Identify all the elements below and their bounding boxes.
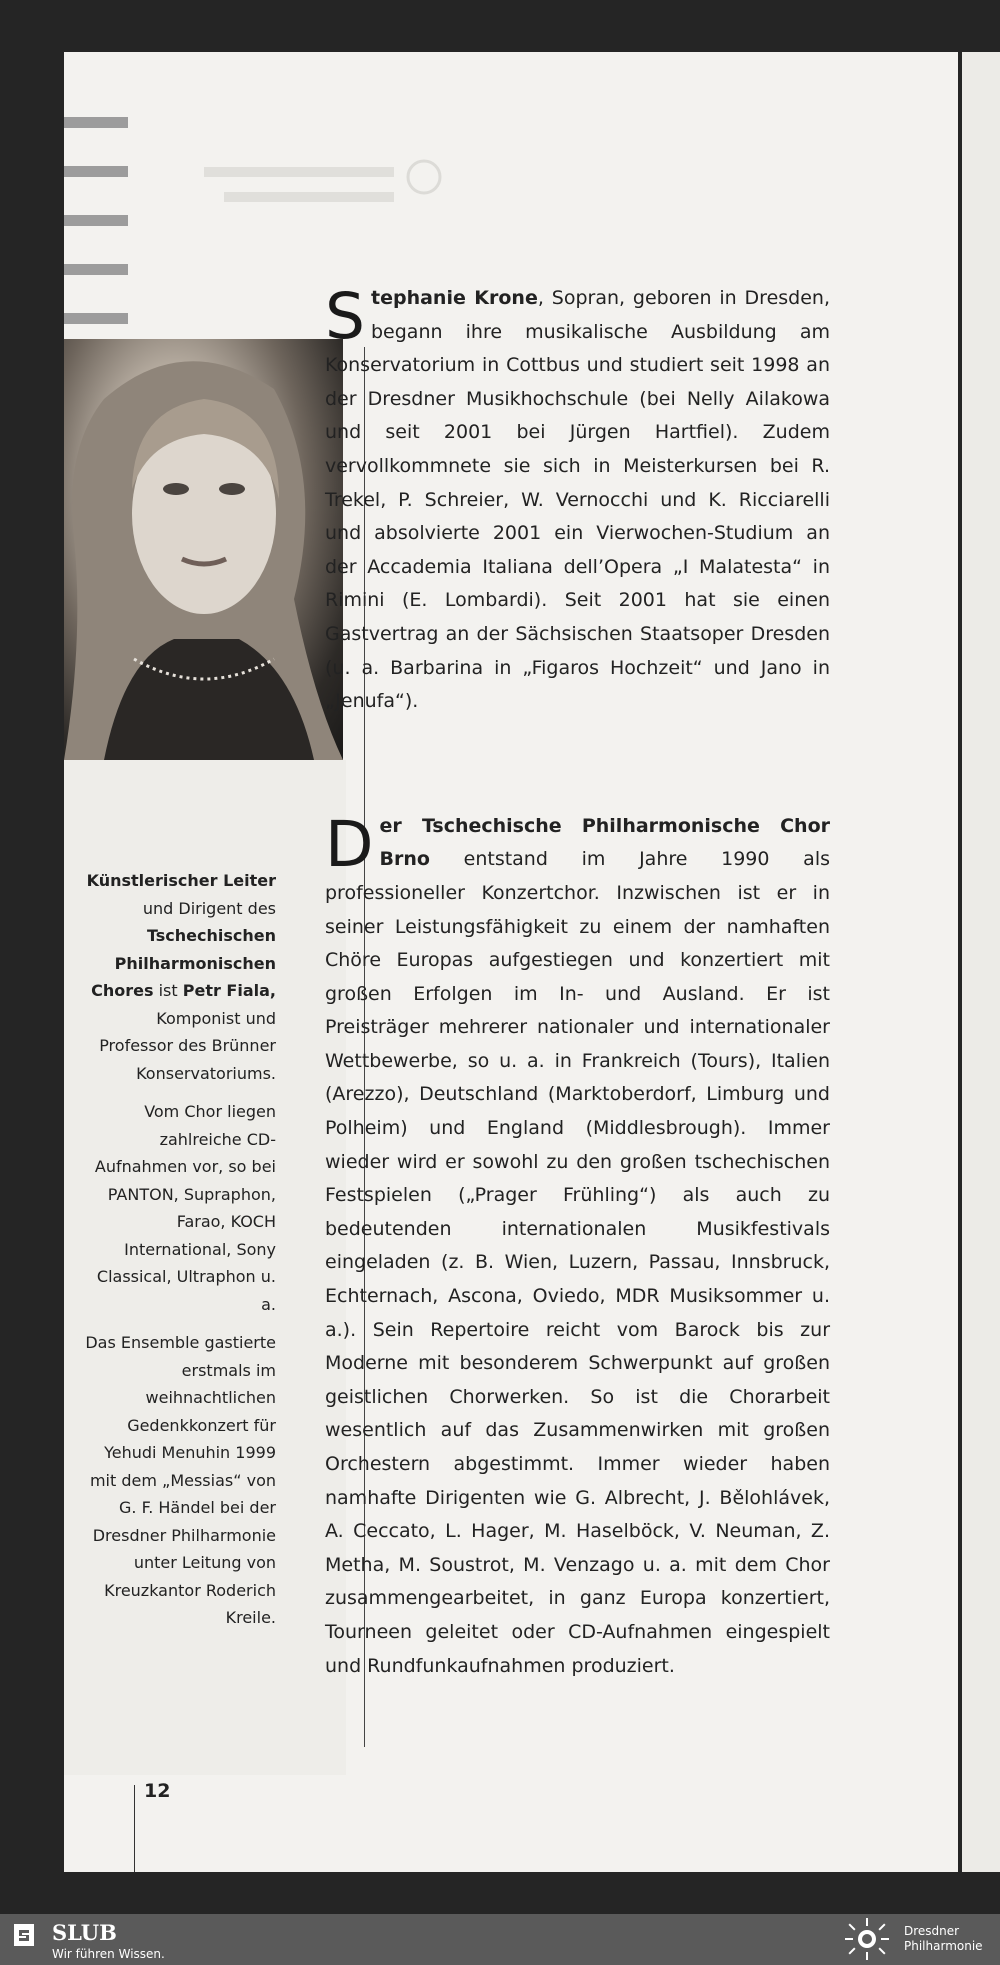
text: und Dirigent des [142,898,276,918]
lead-name: tephanie Krone [371,287,538,309]
dp-line1: Dresdner [904,1924,960,1938]
lead-name: er Tschechische Philharmonische Chor Brno [379,814,830,871]
text: ist [153,981,183,1000]
dropcap: S [325,280,365,353]
bold-text: Tschechischen Philharmonischen Chores [91,926,276,1000]
dropcap: D [325,807,374,881]
paragraph-text: , Sopran, geboren in Dresden, begann ihre musikalische Ausbildung am Konservatorium in Cottbus und studiert seit 1998 an der Dresdner Musikhochschule (bei Nelly Ailakowa und seit 2001 bei Jürgen Hartfiel). Zudem vervollkommnete sie sich in Meisterkursen bei R. Trekel, P. Schreier, W. Vernocchi und K. Ricciarelli und absolvierte 2001 ein Vierwochen-Studium an der Accademia Italiana dell’Opera „I Malatesta“ in Rimini (E. Lombardi). Seit 2001 hat sie einen Gastvertrag an der Sächsischen Staatsoper Dresden (u. a. Barbarina in „Figaros Hochzeit“ und Jano in „Jenufa“). [325,287,830,713]
bold-text: Petr Fiala, [182,981,276,1000]
page-number: 12 [144,1780,171,1802]
margin-stripe [64,117,128,128]
margin-stripe [64,313,128,324]
philharmonie-name [904,1924,983,1954]
sidebar-paragraph [80,867,276,1087]
margin-stripe [64,215,128,226]
choir-biography [325,807,830,1683]
slub-tagline: Wir führen Wissen. [52,1947,165,1961]
slub-logo-icon [14,1924,34,1946]
text: Komponist und Professor des Brünner Konservatoriums. [99,1008,276,1083]
paragraph-text: entstand im Jahre 1990 als professioneller Konzertchor. Inzwischen ist er in seiner Leistungsfähigkeit zu einem der namhaften Chöre Europas aufgestiegen und konzertiert mit großen Erfolgen im In- und Ausland. Er ist Preisträger mehrerer nationaler und internationaler Wettbewerbe, so u. a. in Frankreich (Tours), Italien (Arezzo), Deutschland (Marktoberdorf, Limburg und Polheim) und England (Middlesbrough). Immer wieder wird er sowohl zu den großen tschechischen Festspielen („Prager Frühling“) als auch zu bedeutenden internationalen Musikfestivals eingeladen (z. B. Wien, Luzern, Passau, Innsbruck, Echternach, Ascona, Oviedo, MDR Musiksommer u. a.). Sein Repertoire reicht vom Barock bis zur Moderne mit besonderem Schwerpunkt auf großen geistlichen Chorwerken. So ist die Chorarbeit wesentlich auf das Zusammenwirken mit großen Orchestern abgestimmt. Immer wieder haben namhafte Dirigenten wie G. Albrecht, J. Bělohlávek, A. Ceccato, L. Hager, M. Haselböck, V. Neuman, Z. Metha, M. Soustrot, M. Venzago u. a. mit dem Chor zusammengearbeitet, in ganz Europa konzertiert, Tourneen geleitet oder CD-Aufnahmen eingespielt und Rundfunkaufnahmen produziert. [325,848,830,1677]
main-column [325,282,830,1683]
show-through-logo [194,132,474,222]
sidebar-paragraph: Vom Chor liegen zahlreiche CD-Aufnahmen vor, so bei PANTON, Supraphon, Farao, KOCH International, Sony Classical, Ultraphon u. a. [94,1102,276,1314]
margin-stripe [64,166,128,177]
philharmonie-logo-icon [842,1917,892,1961]
page-number-rule [134,1785,135,1872]
bold-text: Künstlerischer Leiter [86,871,276,890]
footer-bar [0,1914,1000,1965]
dp-line2: Philharmonie [904,1939,983,1953]
margin-stripe [64,264,128,275]
slub-name: SLUB [52,1920,117,1945]
krone-biography [325,282,830,719]
portrait-photo [64,339,343,760]
sidebar-notes [80,867,276,1632]
facing-page-edge [962,52,1000,1872]
sidebar-paragraph: Das Ensemble gastierte erstmals im weihnachtlichen Gedenkkonzert für Yehudi Menuhin 1999 mit dem „Messias“ von G. F. Händel bei der Dresdner Philharmonie unter Leitung von Kreuzkantor Roderich Kreile. [85,1333,276,1627]
